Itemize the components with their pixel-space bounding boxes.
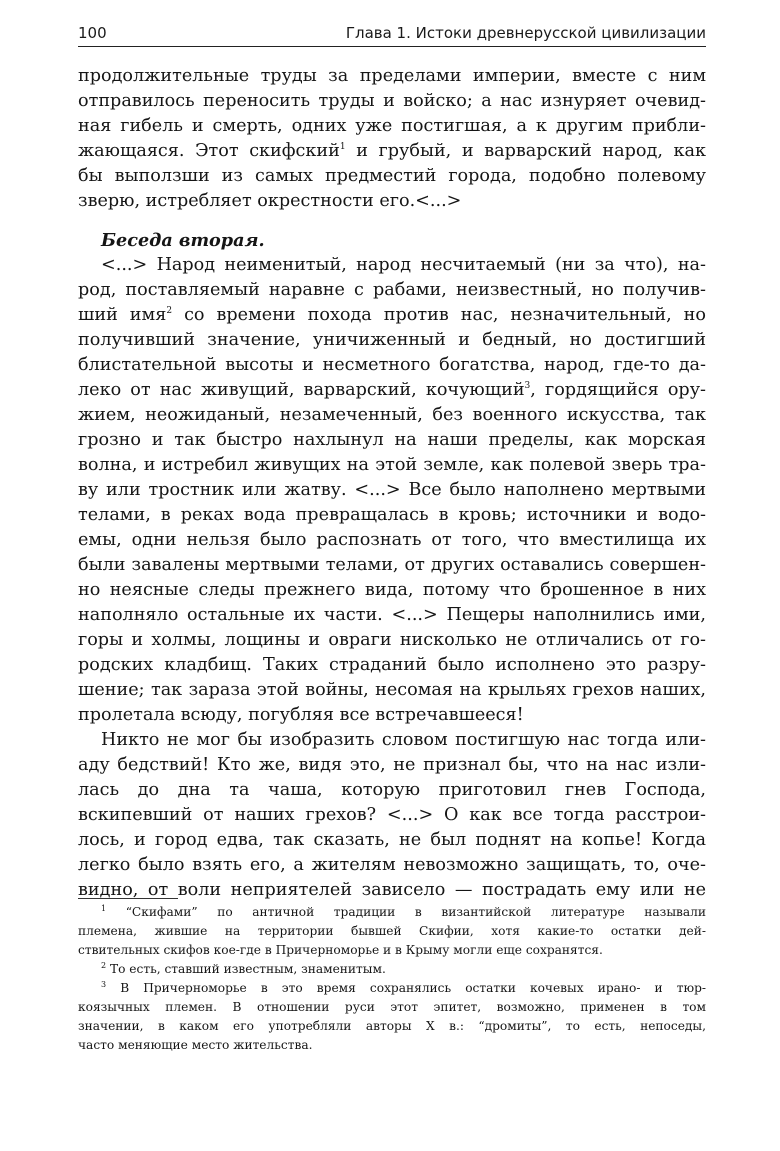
text-line: вскипевший от наших грехов? <...> О как все тогда расстрои- bbox=[78, 805, 706, 825]
text-line: емы, одни нельзя было распознать от того, что вместилища их bbox=[78, 530, 706, 550]
text-line: аду бедствий! Кто же, видя это, не признал бы, что на нас изли- bbox=[78, 755, 706, 775]
section-heading: Беседа вторая. bbox=[101, 230, 265, 251]
footnote-line: часто меняющие место жительства. bbox=[78, 1038, 313, 1052]
text-line bbox=[78, 303, 706, 328]
text-fragment: со времени похода против нас, незначительный, но bbox=[172, 305, 706, 325]
text-line: жием, неожиданый, незамеченный, без военного искусства, так bbox=[78, 405, 706, 425]
footnotes bbox=[78, 903, 706, 1055]
footnote-text: “Скифами” по античной традиции в византийской литературе называли bbox=[125, 905, 707, 919]
text-line: но неясные следы прежнего вида, потому что брошенное в них bbox=[78, 580, 706, 600]
text-line: Никто не мог бы изобразить словом постигшую нас тогда или- bbox=[101, 730, 706, 750]
footnote-line bbox=[78, 903, 706, 922]
text-line: ву или тростник или жатву. <...> Все было наполнено мертвыми bbox=[78, 480, 706, 500]
running-title: Глава 1. Истоки древнерусской цивилизации bbox=[345, 24, 706, 42]
footnote-separator bbox=[78, 898, 178, 899]
footnote-mark-3: 3 bbox=[101, 979, 107, 989]
footnote-text: То есть, ставший известным, знаменитым. bbox=[109, 962, 386, 976]
text-line: отправилось переносить труды и войско; а нас изнуряет очевид- bbox=[78, 91, 706, 111]
text-line: шение; так зараза этой войны, несомая на крыльях грехов наших, bbox=[78, 680, 706, 700]
text-line: горы и холмы, лощины и овраги нисколько не отличались от го- bbox=[78, 630, 706, 650]
footnote-line: коязычных племен. В отношении руси этот эпитет, возможно, применен в том bbox=[78, 1000, 706, 1014]
text-line: родских кладбищ. Таких страданий было исполнено это разру- bbox=[78, 655, 706, 675]
footnote-ref-3[interactable]: 3 bbox=[524, 381, 531, 392]
text-line: легко было взять его, а жителям невозможно защищать, то, оче- bbox=[78, 855, 706, 875]
main-text bbox=[78, 64, 706, 903]
text-fragment: и грубый, и варварский народ, как bbox=[345, 141, 706, 161]
text-line: видно, от воли неприятелей зависело — пострадать ему или не bbox=[78, 880, 706, 900]
running-header bbox=[78, 22, 706, 46]
text-line: блистательной высоты и несметного богатства, народ, где-то да- bbox=[78, 355, 706, 375]
text-line: были завалены мертвыми телами, от других оставались совершен- bbox=[78, 555, 706, 575]
header-rule bbox=[78, 46, 706, 47]
footnote-line: значении, в каком его употребляли авторы X в.: “дромиты”, то есть, непоседы, bbox=[78, 1019, 706, 1033]
footnote-mark-2: 2 bbox=[101, 960, 107, 970]
footnote-ref-1[interactable]: 1 bbox=[339, 142, 346, 153]
footnote-text: В Причерноморье в это время сохранялись остатки кочевых ирано- и тюр- bbox=[120, 981, 707, 995]
text-line: продолжительные труды за пределами империи, вместе с ним bbox=[78, 66, 706, 86]
footnote-line: племена, жившие на территории бывшей Скифии, хотя какие-то остатки дей- bbox=[78, 924, 706, 938]
text-line: волна, и истребил живущих на этой земле, как полевой зверь тра- bbox=[78, 455, 706, 475]
text-line: бы выползши из самых предместий города, подобно полевому bbox=[78, 166, 706, 186]
footnote-mark-1: 1 bbox=[101, 903, 107, 913]
footnote-line bbox=[78, 960, 706, 979]
text-fragment: ший имя bbox=[78, 305, 167, 325]
text-fragment: жающаяся. Этот скифский bbox=[78, 141, 340, 161]
text-line: лось, и город едва, так сказать, не был поднят на копье! Когда bbox=[78, 830, 706, 850]
text-line: пролетала всюду, погубляя все встречавшееся! bbox=[78, 705, 524, 725]
text-line bbox=[78, 139, 706, 164]
text-fragment: , гордящийся ору- bbox=[530, 380, 706, 400]
text-line: наполняло остальные их части. <...> Пещеры наполнились ими, bbox=[78, 605, 706, 625]
text-line: грозно и так быстро нахлынул на наши пределы, как морская bbox=[78, 430, 706, 450]
text-line bbox=[78, 378, 706, 403]
text-line: телами, в реках вода превращалась в кровь; источники и водо- bbox=[78, 505, 706, 525]
footnote-line bbox=[78, 979, 706, 998]
footnote-line: ствительных скифов кое-где в Причерноморье и в Крыму могли еще сохранятся. bbox=[78, 943, 603, 957]
text-line: ная гибель и смерть, одних уже постигшая, а к другим прибли- bbox=[78, 116, 706, 136]
text-line: получивший значение, уничиженный и бедный, но достигший bbox=[78, 330, 706, 350]
text-line: зверю, истребляет окрестности его.<...> bbox=[78, 191, 462, 211]
text-fragment: леко от нас живущий, варварский, кочующий bbox=[78, 380, 525, 400]
footnote-ref-2[interactable]: 2 bbox=[166, 306, 173, 317]
text-line: лась до дна та чаша, которую приготовил гнев Господа, bbox=[78, 780, 706, 800]
text-line: род, поставляемый наравне с рабами, неизвестный, но получив- bbox=[78, 280, 706, 300]
page-number: 100 bbox=[78, 24, 107, 42]
text-line: <...> Народ неименитый, народ несчитаемый (ни за что), на- bbox=[101, 255, 706, 275]
